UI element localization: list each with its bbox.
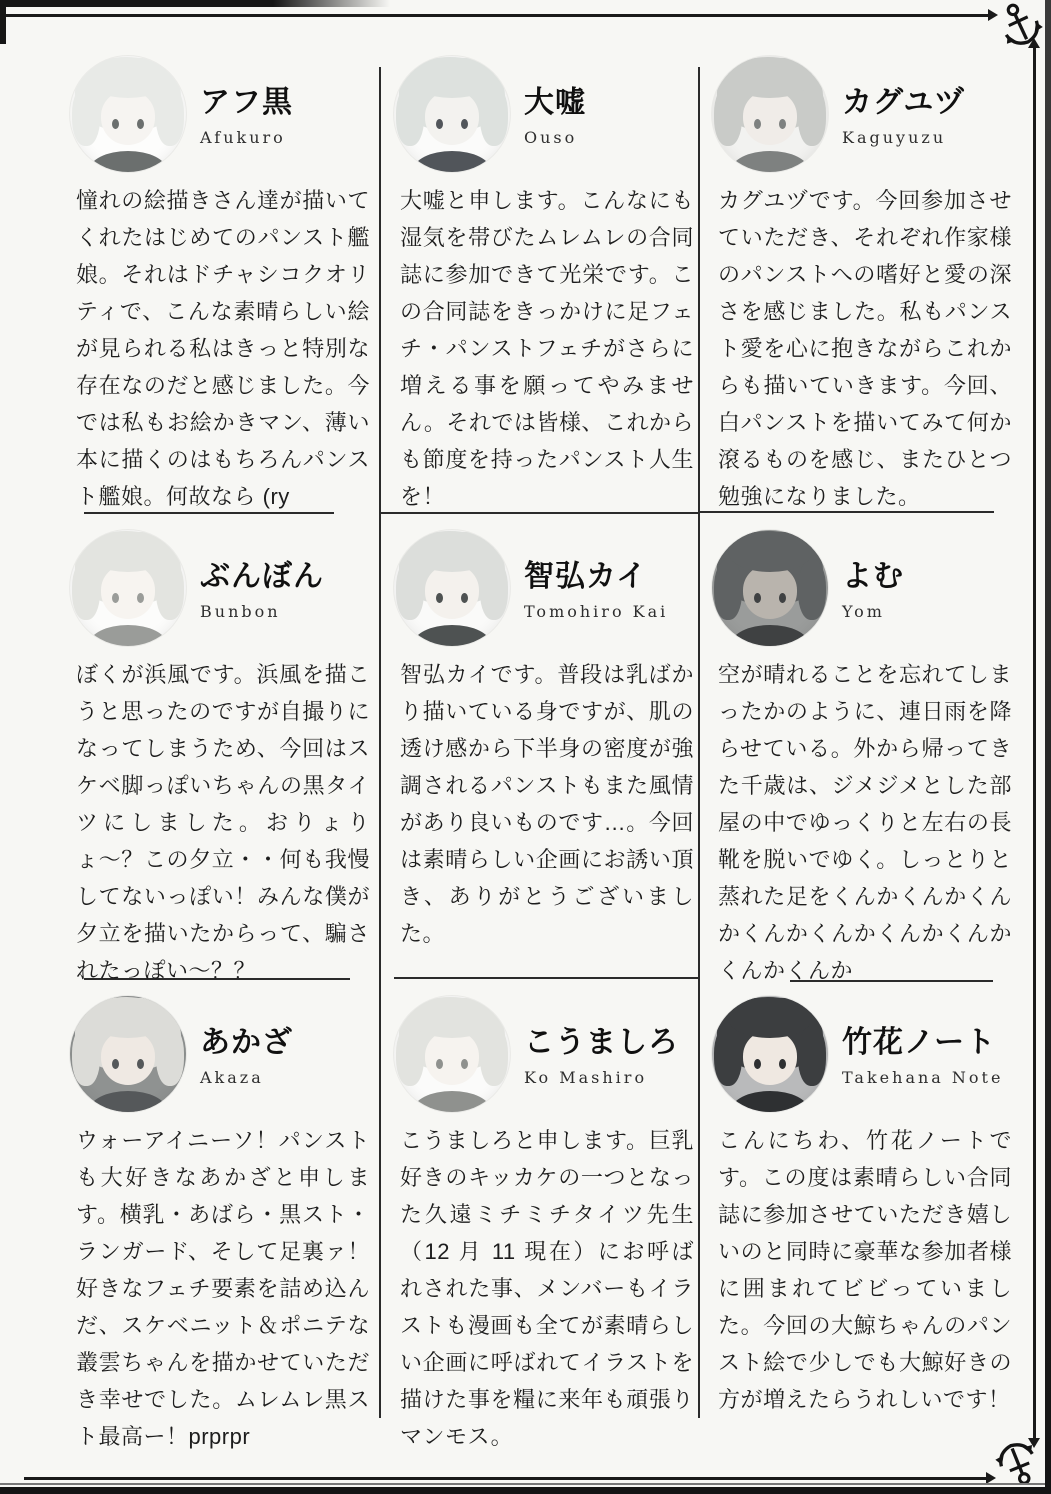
contributor-romaji: Takehana Note	[842, 1068, 1004, 1087]
contributor-comment: 憧れの絵描きさん達が描いてくれたはじめてのパンスト艦娘。それはドチャシコクオリティで、こんな素晴らしい絵が見られる私はきっと特別な存在なのだと感じました。今では私もお絵かきマン、薄い本に描くのはもちろんパンスト艦娘。何故なら (ry	[76, 188, 370, 509]
name-block	[842, 1026, 1032, 1087]
contributor-comment: ぼくが浜風です。浜風を描こうと思ったのですが自撮りになってしまうため、今回はスケベ脚っぽいちゃんの黒タイツにしました。おりょりょ〜？この夕立・・何も我慢してないっぽい！みんな僕が夕立を描いたからって、騙されたっぽい〜？？	[76, 662, 370, 983]
contributor-name: よむ	[842, 560, 904, 593]
name-block	[200, 86, 390, 147]
avatar	[70, 56, 186, 172]
contributor-romaji: Ouso	[524, 128, 578, 147]
avatar	[712, 56, 828, 172]
contributor-romaji: Yom	[842, 602, 885, 621]
contributor-card-akaza	[58, 980, 380, 1465]
contributor-card-takehana-note	[700, 980, 1036, 1465]
name-block	[842, 86, 1032, 147]
scan-edge	[0, 0, 6, 44]
name-block	[200, 1026, 390, 1087]
name-block	[524, 560, 714, 621]
contributor-comment: 空が晴れることを忘れてしまったかのように、連日雨を降らせている。外から帰ってきた千歳は、ジメジメとした部屋の中でゆっくりと左右の長靴を脱いでゆく。しっとりと蒸れた足をくんかくんかくんかくんかくんかくんかくんかくんかくんか	[718, 662, 1012, 983]
contributor-comment: こうましろと申します。巨乳好きのキッカケの一つとなった久遠ミチミチタイツ先生（12 月 11 現在）にお呼ばれされた事、メンバーもイラストも漫画も全てが素晴らしい企画に呼ばれてイラストを描けた事を糧に来年も頑張りマンモス。	[400, 1128, 694, 1449]
contributor-comment: 大嘘と申します。こんなにも湿気を帯びたムレムレの合同誌に参加できて光栄です。この合同誌をきっかけに足フェチ・パンストフェチがさらに増える事を願ってやみません。それでは皆様、これからも節度を持ったパンスト人生を！	[400, 188, 694, 509]
contributor-card-afukuro	[58, 40, 380, 512]
avatar	[712, 996, 828, 1112]
contributor-comment: 智弘カイです。普段は乳ばかり描いている身ですが、肌の透け感から下半身の密度が強調されるパンストもまた風情があり良いものです…。今回は素晴らしい企画にお誘い頂き、ありがとうございました。	[400, 662, 694, 946]
frame-bottom-line	[24, 1477, 990, 1480]
scan-edge	[1045, 0, 1051, 1494]
contributor-name: こうましろ	[524, 1026, 679, 1059]
contributor-romaji: Kaguyuzu	[842, 128, 947, 147]
contributor-name: 竹花ノート	[842, 1026, 997, 1059]
name-block	[524, 86, 714, 147]
contributor-romaji: Bunbon	[200, 602, 281, 621]
contributor-name: ぶんぼん	[200, 560, 324, 593]
contributor-name: 大嘘	[524, 86, 586, 119]
contributor-romaji: Akaza	[200, 1068, 264, 1087]
contributor-romaji: Tomohiro Kai	[524, 602, 669, 621]
contributor-name: アフ黒	[200, 86, 293, 119]
scan-edge	[0, 1483, 1051, 1485]
contributor-card-ko-mashiro	[382, 980, 698, 1465]
contributor-card-kaguyuzu	[700, 40, 1036, 512]
scan-edge	[0, 1487, 1051, 1494]
avatar	[70, 530, 186, 646]
name-block	[524, 1026, 714, 1087]
contributor-card-yom	[700, 514, 1036, 983]
contributor-name: あかざ	[200, 1026, 293, 1059]
contributor-card-ouso	[382, 40, 698, 512]
avatar	[394, 996, 510, 1112]
frame-top-line	[0, 14, 992, 17]
name-block	[842, 560, 1032, 621]
contributor-name: カグユヅ	[842, 86, 966, 119]
scan-edge	[0, 0, 390, 7]
contributor-comment: カグユヅです。今回参加させていただき、それぞれ作家様のパンストへの嗜好と愛の深さを感じました。私もパンスト愛を心に抱きながらこれからも描いていきます。今回、白パンストを描いてみて何か滾るものを感じ、またひとつ勉強になりました。	[718, 188, 1012, 509]
contributor-romaji: Ko Mashiro	[524, 1068, 648, 1087]
avatar	[394, 56, 510, 172]
avatar	[70, 996, 186, 1112]
contributor-card-tomohiro-kai	[382, 514, 698, 978]
contributor-name: 智弘カイ	[524, 560, 648, 593]
avatar	[394, 530, 510, 646]
contributor-comment: ウォーアイニーソ！パンストも大好きなあかざと申します。横乳・あばら・黒スト・ランガード、そして足裏ァ！好きなフェチ要素を詰め込んだ、スケベニット＆ポニテな叢雲ちゃんを描かせていただき幸せでした。ムレムレ黒スト最高ー！prprpr	[76, 1128, 370, 1449]
name-block	[200, 560, 390, 621]
contributor-comment: こんにちわ、竹花ノートです。この度は素晴らしい合同誌に参加させていただき嬉しいのと同時に豪華な参加者様に囲まれてビビっていました。今回の大鯨ちゃんのパンスト絵で少しでも大鯨好きの方が増えたらうれしいです！	[718, 1128, 1012, 1412]
contributor-card-bunbon	[58, 514, 380, 983]
contributor-romaji: Afukuro	[200, 128, 286, 147]
avatar	[712, 530, 828, 646]
